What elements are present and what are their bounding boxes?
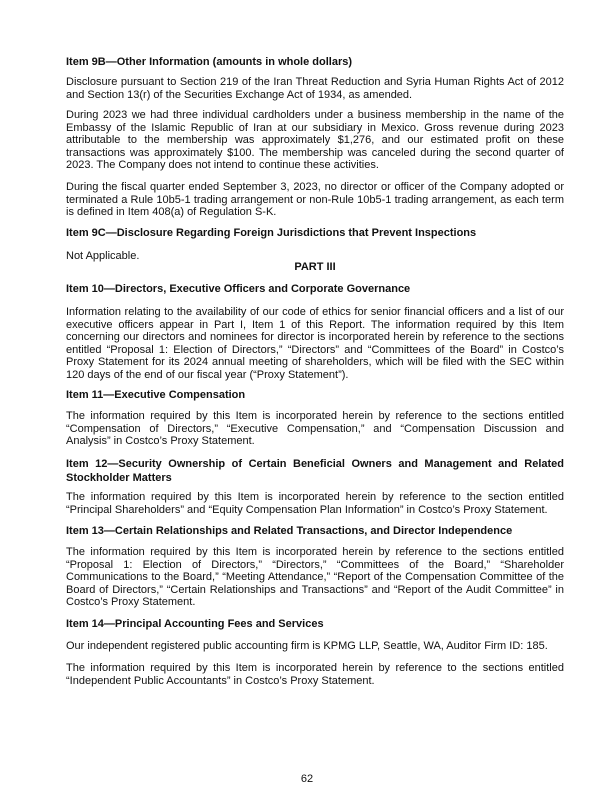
- item-12-heading: Item 12—Security Ownership of Certain Beneficial Owners and Management and Related Stockholder Matters: [66, 458, 564, 484]
- paragraph: During 2023 we had three individual cardholders under a business membership in the name of the Embassy of the Islamic Republic of Iran at our subsidiary in Mexico. Gross revenue during 2023 attributable to the membership was approximately $1,276, and our estimated profit on these transactions was approximately $100. The membership was canceled during the second quarter of 2023. The Company does not intend to continue these activities.: [66, 109, 564, 171]
- paragraph: The information required by this Item is incorporated herein by reference to the sections entitled “Proposal 1: Election of Directors,” “Directors,” “Committees of the Board,” “Shareholder Communications to the Board,” “Meeting Attendance,” “Report of the Compensation Committee of the Board of Directors,” “Certain Relationships and Transactions” and “Report of the Audit Committee” in Costco’s Proxy Statement.: [66, 546, 564, 608]
- item-13-heading: Item 13—Certain Relationships and Related Transactions, and Director Independence: [66, 525, 513, 537]
- part-title: PART III: [294, 261, 336, 273]
- page-number: 62: [300, 773, 314, 785]
- paragraph: The information required by this Item is incorporated herein by reference to the section entitled “Principal Shareholders” and “Equity Compensation Plan Information” in Costco’s Proxy Statement.: [66, 491, 564, 516]
- paragraph: The information required by this Item is incorporated herein by reference to the sections entitled “Compensation of Directors,” “Executive Compensation,” and “Compensation Discussion and Analysis” in Costco’s Proxy Statement.: [66, 410, 564, 447]
- paragraph: During the fiscal quarter ended September 3, 2023, no director or officer of the Company adopted or terminated a Rule 10b5-1 trading arrangement or non-Rule 10b5-1 trading arrangement, as each term is defined in Item 408(a) of Regulation S-K.: [66, 181, 564, 218]
- item-10-heading: Item 10—Directors, Executive Officers and Corporate Governance: [66, 283, 411, 295]
- paragraph: Our independent registered public accounting firm is KPMG LLP, Seattle, WA, Auditor Firm ID: 185.: [66, 640, 548, 652]
- paragraph: The information required by this Item is incorporated herein by reference to the sections entitled “Independent Public Accountants” in Costco’s Proxy Statement.: [66, 662, 564, 687]
- item-14-heading: Item 14—Principal Accounting Fees and Services: [66, 618, 324, 630]
- paragraph: Information relating to the availability of our code of ethics for senior financial officers and a list of our executive officers appear in Part I, Item 1 of this Report. The information required by this Item concerning our directors and nominees for director is incorporated herein by reference to the sections entitled “Proposal 1: Election of Directors,” “Directors” and “Committees of the Board” in Costco’s Proxy Statement for its 2024 annual meeting of shareholders, which will be filed with the SEC within 120 days of the end of our fiscal year (“Proxy Statement”).: [66, 306, 564, 381]
- paragraph: Not Applicable.: [66, 250, 140, 262]
- item-9b-heading: Item 9B—Other Information (amounts in whole dollars): [66, 56, 353, 68]
- item-9c-heading: Item 9C—Disclosure Regarding Foreign Jurisdictions that Prevent Inspections: [66, 227, 477, 239]
- paragraph: Disclosure pursuant to Section 219 of the Iran Threat Reduction and Syria Human Rights Act of 2012 and Section 13(r) of the Securities Exchange Act of 1934, as amended.: [66, 76, 564, 101]
- item-11-heading: Item 11—Executive Compensation: [66, 389, 246, 401]
